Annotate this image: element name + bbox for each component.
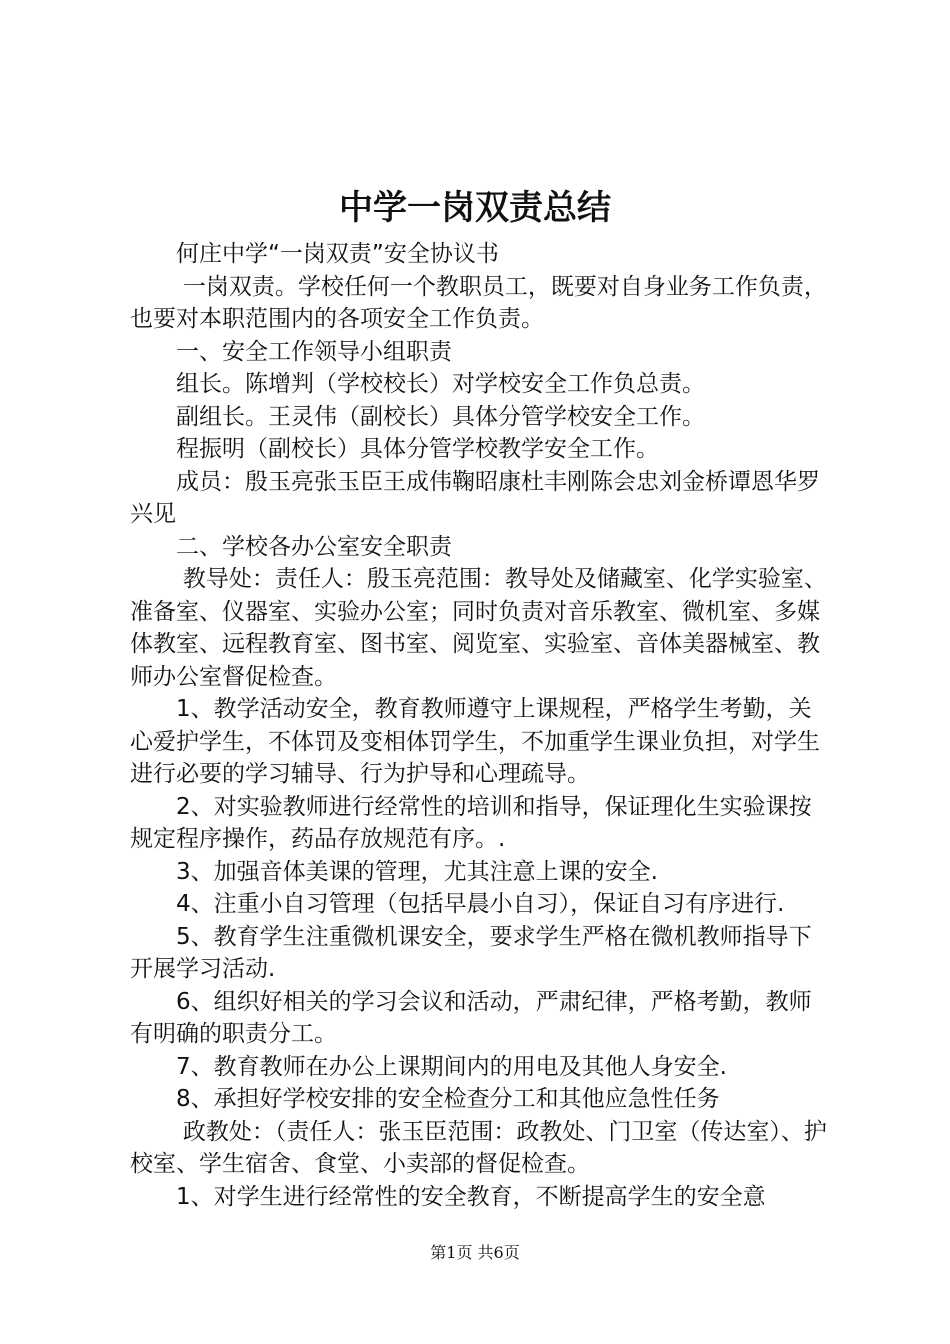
paragraph-political-item-1: 1、对学生进行经常性的安全教育，不断提高学生的安全意	[176, 1183, 766, 1210]
paragraph-political-office: 政教处：（责任人：张玉臣范围：政教处、门卫室（传达室）、护校室、学生宿舍、食堂、小卖部的督促检查。	[130, 1118, 827, 1177]
paragraph-members: 成员：殷玉亮张玉臣王成伟鞠昭康杜丰刚陈会忠刘金桥谭恩华罗兴见	[130, 468, 820, 527]
paragraph-section-one-heading: 一、安全工作领导小组职责	[176, 338, 452, 365]
paragraph-leader: 组长。陈增判（学校校长）对学校安全工作负总责。	[176, 371, 705, 397]
paragraph-intro: 一岗双责。学校任何一个教职员工，既要对自身业务工作负责，也要对本职范围内的各项安全工作负责。	[130, 273, 827, 332]
paragraph-deputy-teaching: 程振明（副校长）具体分管学校教学安全工作。	[176, 436, 659, 462]
paragraph-academic-office: 教导处：责任人：殷玉亮范围：教导处及储藏室、化学实验室、准备室、仪器室、实验办公室；同时负责对音乐教室、微机室、多媒体教室、远程教育室、图书室、阅览室、实验室、音体美器械室、教师办公室督促检查。	[130, 566, 827, 690]
paragraph-item-7: 7、教育教师在办公上课期间内的用电及其他人身安全.	[176, 1053, 727, 1080]
paragraph-item-3: 3、加强音体美课的管理，尤其注意上课的安全.	[176, 858, 658, 885]
paragraph-item-6: 6、组织好相关的学习会议和活动，严肃纪律，严格考勤，教师有明确的职责分工。	[130, 988, 812, 1047]
paragraph-agreement-heading: 何庄中学“一岗双责”安全协议书	[176, 241, 499, 267]
page-title: 中学一岗双责总结	[339, 188, 611, 228]
paragraph-item-8: 8、承担好学校安排的安全检查分工和其他应急性任务	[176, 1086, 720, 1112]
paragraph-item-1: 1、教学活动安全，教育教师遵守上课规程，严格学生考勤，关心爱护学生，不体罚及变相体罚学生，不加重学生课业负担，对学生进行必要的学习辅导、行为护导和心理疏导。	[130, 696, 820, 787]
page-footer: 第1页 共6页	[430, 1243, 520, 1262]
paragraph-item-2: 2、对实验教师进行经常性的培训和指导，保证理化生实验课按规定程序操作，药品存放规范有序。.	[130, 793, 812, 852]
paragraph-deputy-leader: 副组长。王灵伟（副校长）具体分管学校安全工作。	[176, 403, 705, 430]
paragraph-item-4: 4、注重小自习管理（包括早晨小自习），保证自习有序进行.	[176, 891, 785, 917]
paragraph-item-5: 5、教育学生注重微机课安全，要求学生严格在微机教师指导下开展学习活动.	[130, 923, 812, 982]
document-body	[130, 238, 830, 1213]
paragraph-section-two-heading: 二、学校各办公室安全职责	[176, 533, 452, 560]
